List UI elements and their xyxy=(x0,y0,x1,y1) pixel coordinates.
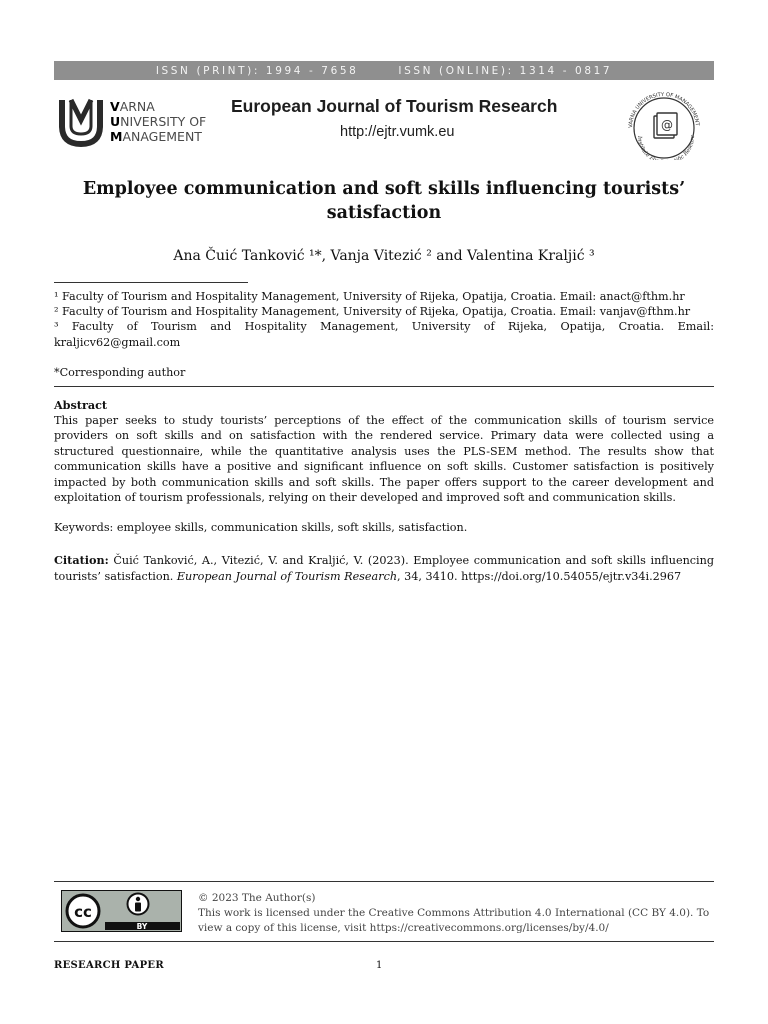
citation-tail: , 34, 3410. https://doi.org/10.54055/ejtr.v34i.2967 xyxy=(397,570,682,583)
citation xyxy=(54,552,714,585)
license-divider-bottom xyxy=(54,941,714,942)
seal-text-top: VARNA UNIVERSITY OF MANAGEMENT xyxy=(627,91,700,129)
varna-university-logo xyxy=(58,96,218,148)
paper-title-line1: Employee communication and soft skills influencing tourists’ xyxy=(82,179,686,199)
page-number: 1 xyxy=(376,960,383,971)
affiliation-1: ¹ Faculty of Tourism and Hospitality Management, University of Rijeka, Opatija, Croatia. Email: anact@fthm.hr xyxy=(54,290,685,303)
logo-initial-v: V xyxy=(110,99,120,114)
keywords: Keywords: employee skills, communication skills, soft skills, satisfaction. xyxy=(54,521,468,534)
research-institute-seal xyxy=(618,88,714,160)
license-divider-top xyxy=(54,881,714,882)
copyright-line: © 2023 The Author(s) xyxy=(198,892,316,904)
logo-text-line1: ARNA xyxy=(119,99,155,114)
issn-band xyxy=(54,61,714,80)
license-block xyxy=(198,891,714,936)
university-emblem-icon xyxy=(58,96,104,148)
issn-online: ISSN (ONLINE): 1314 - 0817 xyxy=(398,64,613,77)
abstract-text: This paper seeks to study tourists’ perceptions of the effect of the communication skills of tourism service providers on soft skills and on satisfaction with the rendered service. Primary data were collected using a structured questionnaire, while the quantitative analysis uses the PLS-SEM method. The results show that communication skills have a positive and significant influence on soft skills. Customer satisfaction is positively impacted by both communication skills and soft skills. The paper offers support to the career development and exploitation of tourism professionals, relying on their developed and improved soft and communication skills. xyxy=(54,414,714,505)
seal-text-bottom: Institute F Scientific Researc xyxy=(635,135,697,160)
journal-title: European Journal of Tourism Research xyxy=(231,96,558,116)
journal-url[interactable]: http://ejtr.vumk.eu xyxy=(340,124,455,140)
paper-title-line2: satisfaction xyxy=(326,203,442,223)
citation-main: Čuić Tanković, A., Vitezić, V. and Kraljić, V. (2023). Employee communication and soft skills influencing tourists’ satisfaction. xyxy=(54,554,714,583)
corresponding-author-note: *Corresponding author xyxy=(54,366,186,379)
cc-by-badge[interactable] xyxy=(61,890,182,932)
footer-section-label: RESEARCH PAPER xyxy=(54,960,164,971)
svg-text:@: @ xyxy=(661,118,673,132)
by-label: BY xyxy=(136,922,148,931)
abstract-heading: Abstract xyxy=(54,398,108,412)
affiliation-2: ² Faculty of Tourism and Hospitality Management, University of Rijeka, Opatija, Croatia. Email: vanjav@fthm.hr xyxy=(54,305,691,318)
issn-print: ISSN (PRINT): 1994 - 7658 xyxy=(155,64,359,77)
logo-text-line3: ANAGEMENT xyxy=(122,129,202,144)
author-list: Ana Čuić Tanković ¹*, Vanja Vitezić ² and Valentina Kraljić ³ xyxy=(173,248,595,264)
logo-text-line2: NIVERSITY OF xyxy=(120,114,207,129)
license-text: This work is licensed under the Creative Commons Attribution 4.0 International (CC BY 4.0). To view a copy of this license, visit https://creativecommons.org/licenses/by/4.0/ xyxy=(198,907,710,934)
paper-title xyxy=(60,177,708,225)
affiliation-divider xyxy=(54,282,248,283)
citation-journal: European Journal of Tourism Research xyxy=(176,570,398,583)
affiliation-3: ³ Faculty of Tourism and Hospitality Management, University of Rijeka, Opatija, Croatia. Email: kraljicv62@gmail.com xyxy=(54,320,714,349)
cc-letters: cc xyxy=(74,903,92,921)
abstract-divider xyxy=(54,386,714,387)
citation-label: Citation: xyxy=(54,553,109,567)
logo-initial-u: U xyxy=(110,114,121,129)
book-seal-icon xyxy=(618,88,714,160)
logo-initial-m: M xyxy=(110,129,123,144)
